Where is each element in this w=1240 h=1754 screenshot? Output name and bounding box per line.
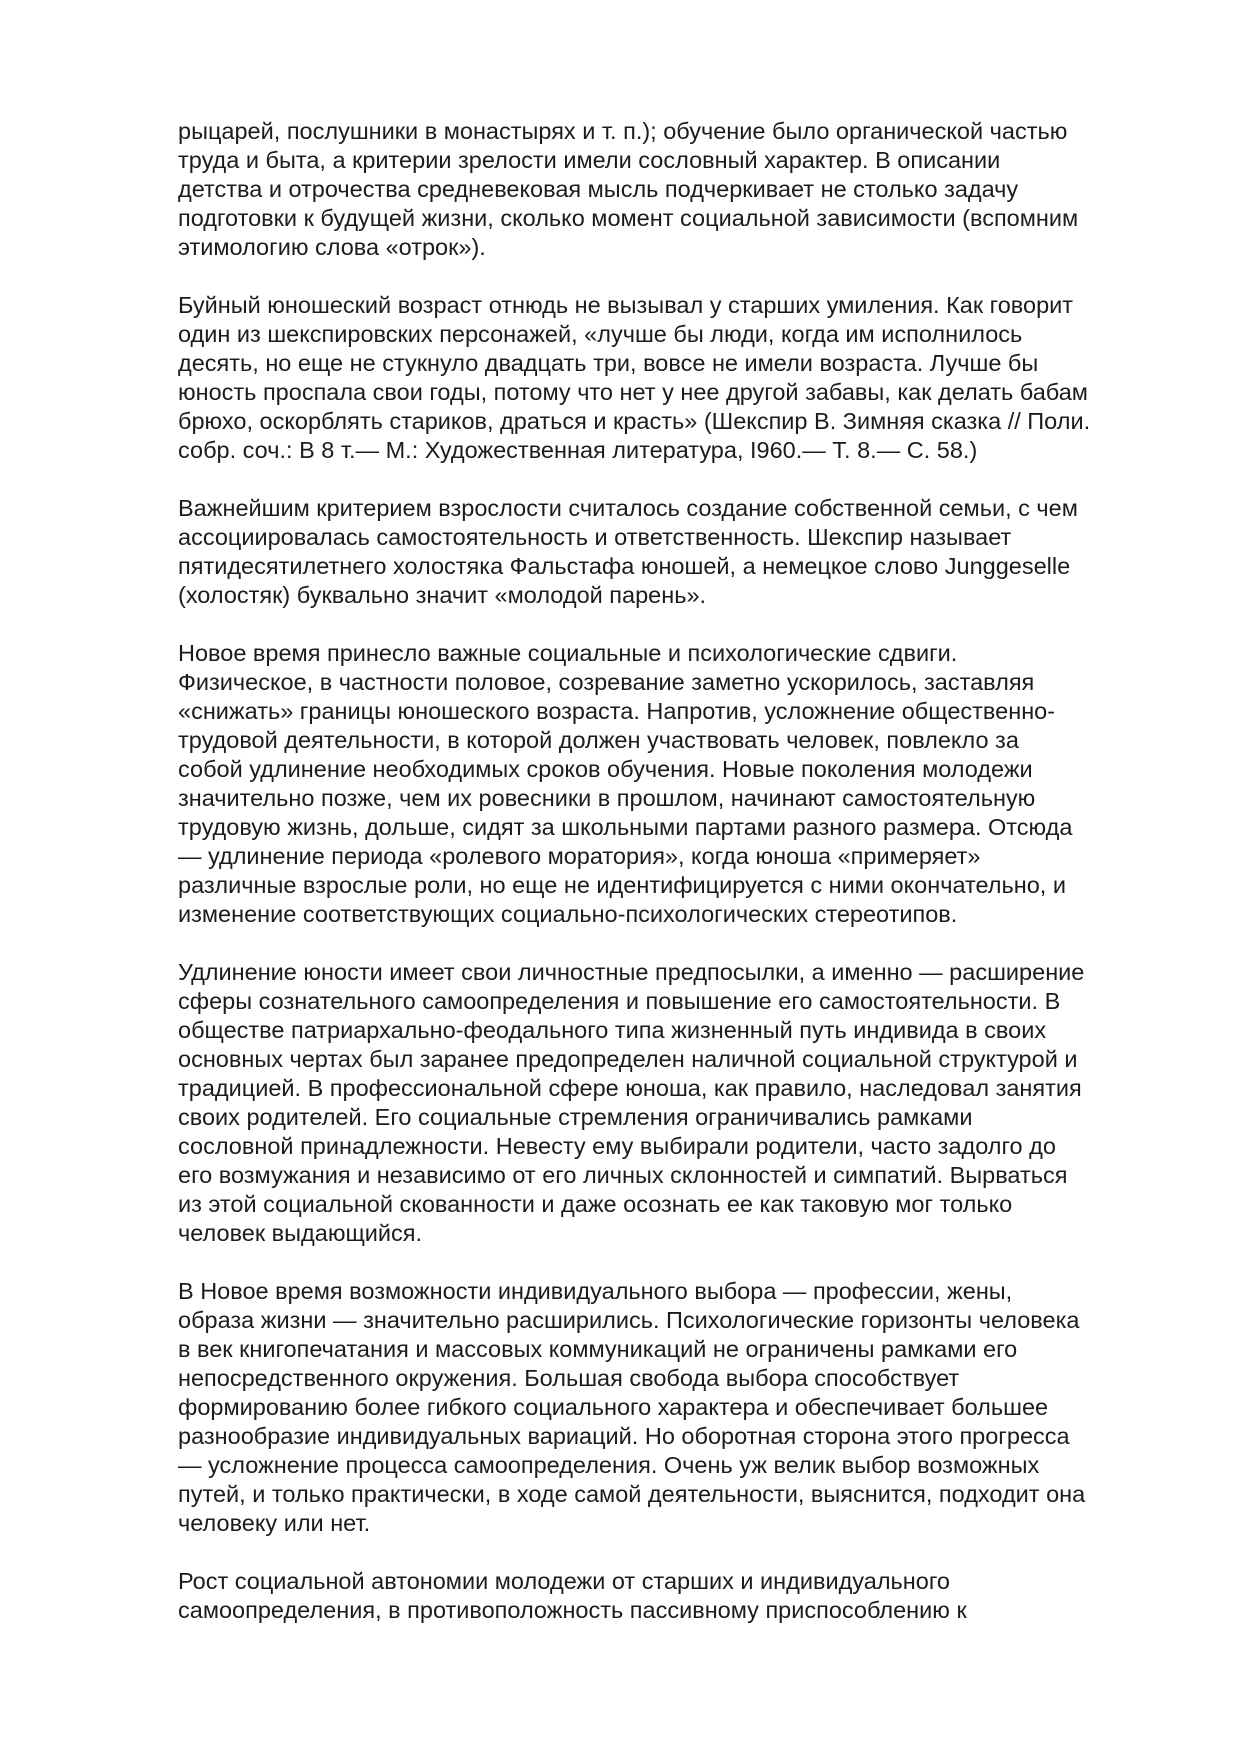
text-line: (холостяк) буквально значит «молодой парень». — [178, 582, 707, 608]
text-line: подготовки к будущей жизни, сколько момент социальной зависимости (вспомним — [178, 205, 1079, 231]
text-line: десять, но еще не стукнуло двадцать три, вовсе не имели возраста. Лучше бы — [178, 350, 1039, 376]
text-line: ассоциировалась самостоятельность и ответственность. Шекспир называет — [178, 524, 1012, 550]
text-line: брюхо, оскорблять стариков, драться и красть» (Шекспир В. Зимняя сказка // Поли. — [178, 408, 1091, 434]
text-line: в век книгопечатания и массовых коммуникаций не ограничены рамками его — [178, 1336, 1018, 1362]
text-line: собой удлинение необходимых сроков обучения. Новые поколения молодежи — [178, 756, 1033, 782]
text-line: Удлинение юности имеет свои личностные предпосылки, а именно — расширение — [178, 959, 1085, 985]
text-line: трудовой деятельности, в которой должен участвовать человек, повлекло за — [178, 727, 1019, 753]
text-line: значительно позже, чем их ровесники в прошлом, начинают самостоятельную — [178, 785, 1036, 811]
paragraph — [178, 1567, 1198, 1625]
text-line: разнообразие индивидуальных вариаций. Но оборотная сторона этого прогресса — [178, 1423, 1070, 1449]
text-line: — удлинение периода «ролевого моратория», когда юноша «примеряет» — [178, 843, 981, 869]
paragraph — [178, 958, 1198, 1248]
text-line: Новое время принесло важные социальные и психологические сдвиги. — [178, 640, 958, 666]
text-line: — усложнение процесса самоопределения. Очень уж велик выбор возможных — [178, 1452, 1040, 1478]
text-line: этимологию слова «отрок»). — [178, 234, 486, 260]
text-line: из этой социальной скованности и даже осознать ее как таковую мог только — [178, 1191, 1013, 1217]
paragraph — [178, 639, 1198, 929]
text-line: самоопределения, в противоположность пассивному приспособлению к — [178, 1597, 967, 1623]
text-line: человеку или нет. — [178, 1510, 371, 1536]
text-line: изменение соответствующих социально-психологических стереотипов. — [178, 901, 958, 927]
text-line: различные взрослые роли, но еще не идентифицируется с ними окончательно, и — [178, 872, 1066, 898]
text-line: своих родителей. Его социальные стремления ограничивались рамками — [178, 1104, 973, 1130]
text-line: трудовую жизнь, дольше, сидят за школьными партами разного размера. Отсюда — [178, 814, 1073, 840]
text-line: «снижать» границы юношеского возраста. Напротив, усложнение общественно- — [178, 698, 1056, 724]
paragraph — [178, 1277, 1198, 1538]
text-line: человек выдающийся. — [178, 1220, 423, 1246]
text-line: основных чертах был заранее предопределен наличной социальной структурой и — [178, 1046, 1078, 1072]
text-line: сословной принадлежности. Невесту ему выбирали родители, часто задолго до — [178, 1133, 1056, 1159]
text-line: традицией. В профессиональной сфере юноша, как правило, наследовал занятия — [178, 1075, 1082, 1101]
text-line: путей, и только практически, в ходе самой деятельности, выяснится, подходит она — [178, 1481, 1086, 1507]
text-line: непосредственного окружения. Большая свобода выбора способствует — [178, 1365, 960, 1391]
text-line: Физическое, в частности половое, созревание заметно ускорилось, заставляя — [178, 669, 1035, 695]
body-text — [178, 117, 1198, 1654]
text-line: образа жизни — значительно расширились. Психологические горизонты человека — [178, 1307, 1080, 1333]
text-line: собр. соч.: В 8 т.— М.: Художественная литература, I960.— Т. 8.— С. 58.) — [178, 437, 978, 463]
text-line: сферы сознательного самоопределения и повышение его самостоятельности. В — [178, 988, 1061, 1014]
text-line: один из шекспировских персонажей, «лучше бы люди, когда им исполнилось — [178, 321, 1023, 347]
text-line: юность проспала свои годы, потому что нет у нее другой забавы, как делать бабам — [178, 379, 1088, 405]
text-line: формированию более гибкого социального характера и обеспечивает большее — [178, 1394, 1049, 1420]
paragraph — [178, 291, 1198, 465]
paragraph — [178, 494, 1198, 610]
text-line: труда и быта, а критерии зрелости имели сословный характер. В описании — [178, 147, 1001, 173]
text-line: обществе патриархально-феодального типа жизненный путь индивида в своих — [178, 1017, 1047, 1043]
text-line: его возмужания и независимо от его личных склонностей и симпатий. Вырваться — [178, 1162, 1068, 1188]
text-line: рыцарей, послушники в монастырях и т. п.); обучение было органической частью — [178, 118, 1068, 144]
paragraph — [178, 117, 1198, 262]
text-line: В Новое время возможности индивидуального выбора — профессии, жены, — [178, 1278, 1013, 1304]
text-line: Буйный юношеский возраст отнюдь не вызывал у старших умиления. Как говорит — [178, 292, 1074, 318]
text-line: Рост социальной автономии молодежи от старших и индивидуального — [178, 1568, 950, 1594]
text-line: пятидесятилетнего холостяка Фальстафа юношей, а немецкое слово Junggeselle — [178, 553, 1071, 579]
text-line: Важнейшим критерием взрослости считалось создание собственной семьи, с чем — [178, 495, 1078, 521]
text-line: детства и отрочества средневековая мысль подчеркивает не столько задачу — [178, 176, 1019, 202]
